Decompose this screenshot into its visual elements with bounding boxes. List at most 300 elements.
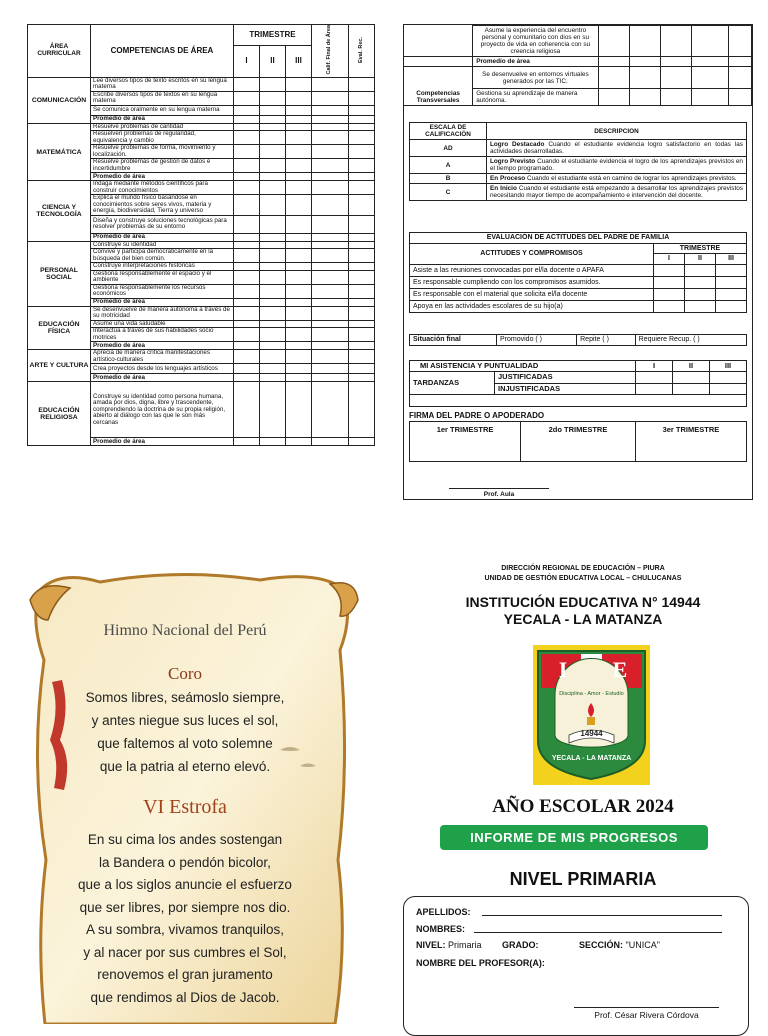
grade-cell [286,249,312,263]
director-signature-line [574,1007,719,1008]
competency-row [28,382,375,438]
grade-cell [234,328,260,342]
competency-text: Se comunica oralmente en su lengua materna [91,105,234,115]
grade-cell [286,145,312,159]
tardanzas-label: TARDANZAS [410,372,495,395]
grade-cell [260,298,286,306]
grade-cell [349,145,375,159]
scale-title: Logro Previsto [490,158,536,166]
competency-text: Resuelve problemas de cantidad [91,123,234,131]
attitudes-col-label: ACTITUDES Y COMPROMISOS [410,243,654,264]
grade-cell [312,364,349,374]
logo-motto: Disciplina - Amor - Estudio [559,691,624,697]
grade-cell [234,306,260,320]
grade-cell [286,115,312,123]
prof-aula-label: Prof. Aula [483,491,515,498]
grade-cell [260,241,286,249]
area-name: EDUCACIÓN RELIGIOSA [28,382,91,446]
grade-cell [312,263,349,271]
attitude-row [410,289,747,301]
attitude-text: Apoya en las actividades escolares de su hijo(a) [410,301,654,313]
estrofa-line: En su cima los andes sostengan [87,832,283,847]
grade-cell [234,320,260,328]
transversales-label: Competencias Transversales [404,67,473,106]
attitude-cell [685,277,716,289]
competency-row [28,123,375,131]
grade-cell [286,77,312,91]
grade-cell [312,328,349,342]
competency-text: Interactúa a través de sus habilidades socio motrices [91,328,234,342]
grade-cell [286,342,312,350]
student-form [403,896,749,1036]
area-average-label: Promedio de área [91,374,234,382]
grade-cell [286,131,312,145]
grade-cell [234,350,260,364]
description-header: DESCRIPCION [487,123,747,140]
grade-cell [312,123,349,131]
signature-line [449,488,549,489]
grade-cell [349,91,375,105]
coro-title: Coro [168,664,202,683]
grade-cell [312,270,349,284]
scale-description [487,184,747,201]
attitude-text: Asiste a las reuniones convocadas por el/la docente o APAFA [410,265,654,277]
school-place: YECALA - LA MATANZA [503,611,663,627]
competency-text: Explica el mundo físico basándose en conocimientos sobre seres vivos, materia y energía, biodiversidad, Tierra y universo [91,195,234,216]
grade-cell [349,215,375,233]
grade-cell [349,195,375,216]
grade-cell [260,131,286,145]
competency-text: Indaga mediante métodos científicos para construir conocimientos [91,181,234,195]
grade-cell [349,284,375,298]
grade-cell [349,181,375,195]
grade-cell [349,320,375,328]
attitude-cell [716,289,747,301]
ugel-label: UNIDAD DE GESTIÓN EDUCATIVA LOCAL – CHULUCANAS [484,575,682,582]
competency-text: Resuelve problemas de forma, movimiento y localización. [91,145,234,159]
final-status-row [409,334,747,346]
justificadas-label: JUSTIFICADAS [495,372,636,383]
grade-cell [286,233,312,241]
attitudes-table [409,232,747,313]
scale-title: Logro Destacado [490,141,545,149]
estrofa-title: VI Estrofa [143,796,227,818]
grade-cell [349,159,375,173]
grade-cell [286,263,312,271]
grade-cell [312,249,349,263]
signature-title: FIRMA DEL PADRE O APODERADO [409,411,545,420]
scale-row [410,140,747,157]
grade-cell [234,382,260,438]
grade-cell [349,233,375,241]
school-year: AÑO ESCOLAR 2024 [492,796,674,817]
grade-cell [312,145,349,159]
religion-extra-competency: Asume la experiencia del encuentro personal y comunitario con dios en su proyecto de vida en coherencia con su creencia religiosa [473,26,598,57]
attendance-t1: I [636,361,673,372]
grade-cell [286,105,312,115]
grade-cell [312,105,349,115]
attitude-text: Es responsable con el material que solicita el/la docente [410,289,654,301]
seccion-value: "UNICA" [625,940,660,950]
grade-cell [286,123,312,131]
competency-row [28,181,375,195]
seccion-label: SECCIÓN: [579,940,624,950]
transversal-item: Gestiona su aprendizaje de manera autónoma. [473,89,598,106]
grade-cell [260,320,286,328]
scale-row [410,184,747,201]
area-average-label: Promedio de área [91,173,234,181]
promedio-row: Promedio de área [473,57,598,67]
grade-cell [312,241,349,249]
grade-cell [260,123,286,131]
grade-cell [260,77,286,91]
competency-text: Construye interpretaciones históricas [91,263,234,271]
hymn [0,560,370,1024]
grade-cell [286,298,312,306]
attitude-cell [654,265,685,277]
grade-cell [349,123,375,131]
att-t3: III [716,254,747,265]
competency-text: Construye su identidad [91,241,234,249]
profesor-label: NOMBRE DEL PROFESOR(A): [416,958,545,968]
grade-cell [286,159,312,173]
grade-cell [234,364,260,374]
area-name: PERSONAL SOCIAL [28,241,91,306]
scale-row [410,157,747,174]
grade-cell [312,374,349,382]
grade-cell [349,105,375,115]
grade-cell [234,195,260,216]
scale-desc: Cuando el estudiante evidencia el logro de los aprendizajes previstos en el tiempo programado. [490,158,743,173]
area-name: CIENCIA Y TECNOLOGÍA [28,181,91,242]
grade-cell [260,249,286,263]
eval-header: Eval. Rec. [349,25,375,78]
recup-option[interactable]: Requiere Recup. ( ) [635,335,746,346]
grade-cell [349,263,375,271]
apellidos-field[interactable] [482,915,722,916]
competency-text: Crea proyectos desde los lenguajes artísticos [91,364,234,374]
grade-cell [260,438,286,446]
competency-text: Convive y participa democráticamente en la búsqueda del bien común. [91,249,234,263]
grade-cell [349,77,375,91]
grade-cell [234,241,260,249]
grade-cell [260,382,286,438]
attitude-cell [716,277,747,289]
grade-cell [260,270,286,284]
grade-cell [286,173,312,181]
coro-line: que faltemos al voto solemne [97,736,273,751]
repite-option[interactable]: Repite ( ) [577,335,636,346]
area-name: ARTE Y CULTURA [28,350,91,382]
logo-letter-i: I [558,657,568,682]
grade-cell [349,328,375,342]
coro-line: Somos libres, seámoslo siempre, [85,690,285,705]
nivel-label: NIVEL: [416,940,446,950]
grade-cell [349,306,375,320]
grade-cell [312,342,349,350]
attitude-cell [654,289,685,301]
attitude-cell [654,301,685,313]
sign-t2: 2do TRIMESTRE [521,422,636,462]
grade-cell [312,306,349,320]
grade-cell [260,145,286,159]
scale-desc: Cuando el estudiante evidencia logro satisfactorio en todas las actividades desarrolladas. [490,141,743,156]
grades-table [27,24,375,446]
scale-description [487,157,747,174]
area-average-label: Promedio de área [91,342,234,350]
area-average-label: Promedio de área [91,233,234,241]
grade-cell [286,364,312,374]
signature-table [409,421,747,462]
grade-cell [349,342,375,350]
grade-cell [286,328,312,342]
scale-desc: Cuando el estudiante está en camino de lograr los aprendizajes previstos. [526,175,737,183]
grade-cell [286,350,312,364]
estrofa-line: que a los siglos anuncie el esfuerzo [78,877,292,892]
estrofa-line: A su sombra, vivamos tranquilos, [85,922,285,937]
scale-title: En Proceso [490,175,526,183]
attitude-cell [716,265,747,277]
competency-text: Lee diversos tipos de texto escritos en su lengua materna [91,77,234,91]
grade-cell [286,374,312,382]
grade-cell [312,195,349,216]
attitude-cell [654,277,685,289]
grade-cell [234,298,260,306]
estrofa-line: que ser libres, por siempre nos dio. [79,899,291,915]
grade-cell [312,350,349,364]
grade-cell [286,241,312,249]
grade-cell [234,145,260,159]
grade-cell [312,181,349,195]
grade-cell [286,382,312,438]
level-title: NIVEL PRIMARIA [509,869,657,889]
grade-cell [349,374,375,382]
estrofa-line: renovemos el gran juramento [97,967,273,982]
grade-cell [260,284,286,298]
grade-cell [234,263,260,271]
school-logo [533,645,650,785]
grado-label: GRADO: [502,940,539,950]
attitude-cell [685,265,716,277]
grade-cell [349,115,375,123]
estrofa-line: que rendimos al Dios de Jacob. [90,989,280,1005]
grade-cell [349,249,375,263]
grade-cell [234,115,260,123]
grade-cell [234,77,260,91]
scale-description [487,140,747,157]
att-t2: II [685,254,716,265]
grade-cell [234,173,260,181]
estrofa-line: la Bandera o pendón bicolor, [99,854,271,870]
competency-text: Resuelve problemas de gestión de datos e incertidumbre [91,159,234,173]
competency-text: Escribe diversos tipos de textos en su lengua materna [91,91,234,105]
grade-cell [260,181,286,195]
grade-cell [286,270,312,284]
grade-cell [286,195,312,216]
attitude-text: Es responsable cumpliendo con los compromisos asumidos. [410,277,654,289]
calif-header: Calif. Final de Área [312,25,349,78]
attitude-row [410,265,747,277]
grade-cell [260,306,286,320]
scale-code: B [410,174,487,184]
nombres-label: NOMBRES: [416,924,465,934]
coro-line: que la patria al eterno elevó. [99,759,271,774]
grade-cell [234,131,260,145]
competency-text: Aprecia de manera crítica manifestaciones artístico-culturales [91,350,234,364]
att-t1: I [654,254,685,265]
t1-header: I [234,45,260,77]
t3-header: III [286,45,312,77]
attitude-cell [716,301,747,313]
grade-cell [286,284,312,298]
grade-cell [234,181,260,195]
grade-cell [234,91,260,105]
grade-cell [260,91,286,105]
grade-cell [312,173,349,181]
grade-cell [234,342,260,350]
attendance-table [409,360,747,407]
nivel-value: Primaria [448,940,482,950]
scale-code: AD [410,140,487,157]
apellidos-label: APELLIDOS: [416,907,471,917]
grade-cell [234,123,260,131]
competency-text: Diseña y construye soluciones tecnológicas para resolver problemas de su entorno [91,215,234,233]
area-name: MATEMÁTICA [28,123,91,181]
scale-desc: Cuando el estudiante está empezando a desarrollar los aprendizajes previstos necesitando mayor tiempo de acompañamiento e intervención del docente. [490,185,744,200]
scale-row [410,174,747,184]
grade-cell [260,195,286,216]
grade-cell [260,364,286,374]
attendance-t2: II [673,361,710,372]
coro-line: y antes niegue sus luces el sol, [91,713,279,728]
area-average-label: Promedio de área [91,115,234,123]
grade-cell [312,115,349,123]
t2-header: II [260,45,286,77]
grade-cell [260,350,286,364]
grade-cell [349,241,375,249]
competency-row [28,77,375,91]
grade-cell [312,298,349,306]
grade-cell [312,438,349,446]
hymn-title: Himno Nacional del Perú [103,622,267,639]
area-name: COMUNICACIÓN [28,77,91,123]
attendance-title: MI ASISTENCIA Y PUNTUALIDAD [410,361,636,372]
competency-text: Resuelven problemas de regularidad, equivalencia y cambio [91,131,234,145]
grade-cell [260,374,286,382]
grade-cell [349,173,375,181]
grade-cell [234,249,260,263]
grade-cell [312,159,349,173]
grade-cell [349,350,375,364]
grade-cell [349,131,375,145]
dre-label: DIRECCIÓN REGIONAL DE EDUCACIÓN – PIURA [501,565,665,572]
grade-cell [260,105,286,115]
competencias-header: COMPETENCIAS DE ÁREA [91,25,234,78]
grade-cell [286,91,312,105]
grade-cell [234,215,260,233]
competency-text: Gestiona responsablemente el espacio y el ambiente [91,270,234,284]
grade-cell [234,233,260,241]
logo-letter-e: E [612,657,628,682]
final-status-label: Situación final [410,335,497,346]
grade-cell [312,215,349,233]
grade-cell [260,263,286,271]
grade-cell [312,91,349,105]
promovido-option[interactable]: Promovido ( ) [497,335,577,346]
grade-cell [312,284,349,298]
grade-cell [312,131,349,145]
area-average-label: Promedio de área [91,298,234,306]
area-name: EDUCACIÓN FÍSICA [28,306,91,350]
competency-text: Se desenvuelve de manera autónoma a través de su motricidad [91,306,234,320]
competency-row [28,306,375,320]
grade-cell [349,382,375,438]
estrofa-line: y al nacer por sus cumbres el Sol, [83,944,287,960]
grade-cell [286,320,312,328]
grade-cell [286,438,312,446]
scale-code: A [410,157,487,174]
grading-scale-table [409,122,747,201]
injustificadas-label: INJUSTIFICADAS [495,383,636,394]
grade-cell [260,173,286,181]
attendance-t3: III [710,361,747,372]
grade-cell [286,306,312,320]
sign-t1: 1er TRIMESTRE [410,422,521,462]
grade-cell [349,298,375,306]
trimestre-header: TRIMESTRE [234,25,312,46]
grade-cell [260,233,286,241]
grade-cell [260,159,286,173]
director-name: Prof. César Rivera Córdova [594,1010,699,1020]
grade-cell [312,382,349,438]
attitudes-trimestre: TRIMESTRE [654,243,747,254]
report-banner: INFORME DE MIS PROGRESOS [440,825,708,850]
attitude-row [410,277,747,289]
grade-cell [260,215,286,233]
grade-cell [286,215,312,233]
religion-transversal-table [404,25,752,106]
grade-cell [349,438,375,446]
sign-t3: 3er TRIMESTRE [635,422,746,462]
grade-cell [260,115,286,123]
attitudes-title: EVALUACIÓN DE ACTITUDES DEL PADRE DE FAMILIA [410,233,747,244]
scale-description [487,174,747,184]
grade-cell [286,181,312,195]
grade-cell [260,342,286,350]
grade-cell [312,77,349,91]
nombres-field[interactable] [474,932,722,933]
grade-cell [234,159,260,173]
grade-cell [234,270,260,284]
attitude-cell [685,289,716,301]
competency-text: Gestiona responsablemente los recursos económicos [91,284,234,298]
competency-text: Asume una vida saludable [91,320,234,328]
scale-title: En Inicio [490,185,517,193]
grade-cell [260,328,286,342]
grade-cell [349,364,375,374]
attitude-cell [685,301,716,313]
school-name: INSTITUCIÓN EDUCATIVA N° 14944 [465,594,701,610]
transversal-item: Se desenvuelve en entornos virtuales generados por las TIC. [473,67,598,89]
area-header: ÁREA CURRICULAR [28,25,91,78]
area-average-label: Promedio de área [91,438,234,446]
grade-cell [234,438,260,446]
grade-cell [312,233,349,241]
grade-cell [234,105,260,115]
grade-cell [349,270,375,284]
scale-header: ESCALA DE CALIFICACIÓN [410,123,487,140]
scale-code: C [410,184,487,201]
